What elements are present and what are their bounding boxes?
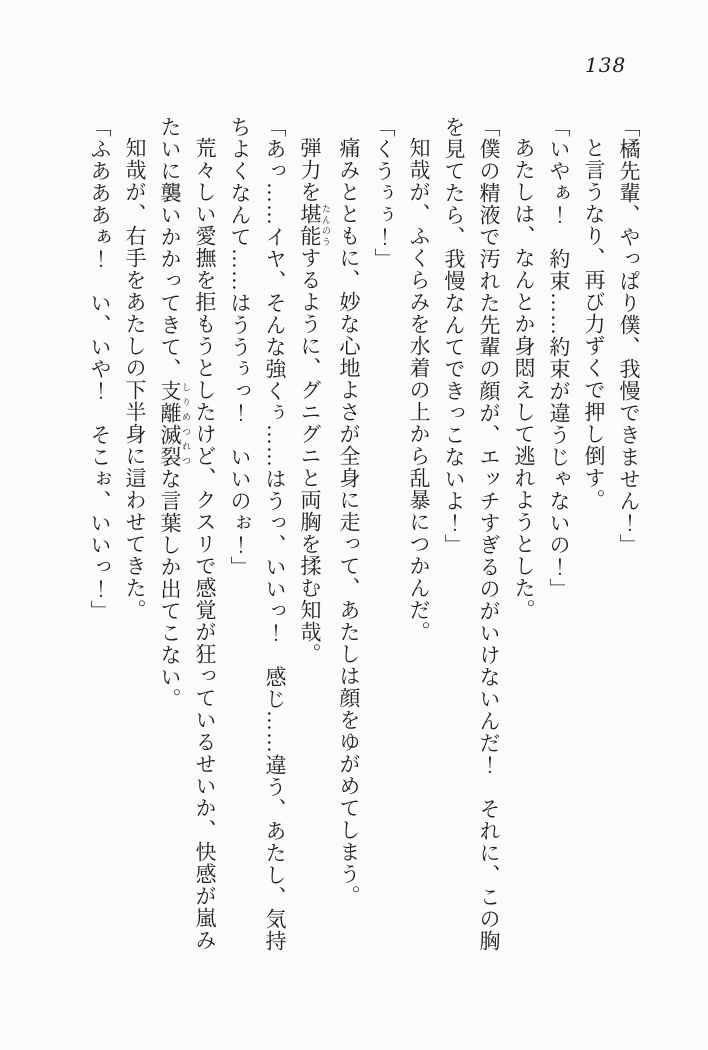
text-block bbox=[56, 116, 646, 956]
ruby-annotated-word: 堪能 たんのう bbox=[298, 203, 331, 247]
paragraph-11: 荒々しい愛撫を拒もうとしたけど、クスリで感覚が狂っているせいか、快感が嵐みたいに襲いかかってきて、支離滅裂 しりめつれつな言葉しか出てこない。 bbox=[158, 116, 217, 951]
paragraph-9: 弾力を堪能 たんのうするように、グニグニと両胸を揉む知哉。 bbox=[298, 137, 331, 665]
paragraph-2: と言うなり、再び力ずくで押し倒す。 bbox=[582, 137, 606, 511]
paragraph-7: 「くうぅぅ！」 bbox=[372, 116, 396, 270]
paragraph-5: 「僕の精液で汚れた先輩の顔が、エッチすぎるのがいけないんだ！ それに、この胸を見てたら、我慢なんてできっこないよ！」 bbox=[442, 116, 501, 952]
paragraph-10: 「あっ……イヤ、そんな強くぅ……はうっ、いいっ！ 感じ……違う、あたし、気持ちよくなんて……はううぅっ！ いいのぉ！」 bbox=[228, 116, 287, 952]
paragraph-8: 痛みとともに、妙な心地よさが全身に走って、あたしは顔をゆがめてしまう。 bbox=[337, 137, 361, 907]
page-number: 138 bbox=[585, 53, 627, 77]
paragraph-3: 「いやぁ！ 約束……約束が違うじゃないの！」 bbox=[547, 116, 571, 600]
paragraph-6: 知哉が、ふくらみを水着の上から乱暴につかんだ。 bbox=[407, 137, 431, 643]
paragraph-1: 「橘先輩、やっぱり僕、我慢できません！」 bbox=[617, 116, 641, 556]
paragraph-13: 「ふあああぁ！ い、いや！ そこぉ、いいっ！」 bbox=[88, 116, 112, 622]
paragraph-12: 知哉が、右手をあたしの下半身に這わせてきた。 bbox=[123, 137, 147, 621]
paragraph-4: あたしは、なんとか身悶えして逃れようとした。 bbox=[512, 137, 536, 621]
ruby-annotated-word: 支離滅裂 しりめつれつ bbox=[158, 380, 191, 468]
